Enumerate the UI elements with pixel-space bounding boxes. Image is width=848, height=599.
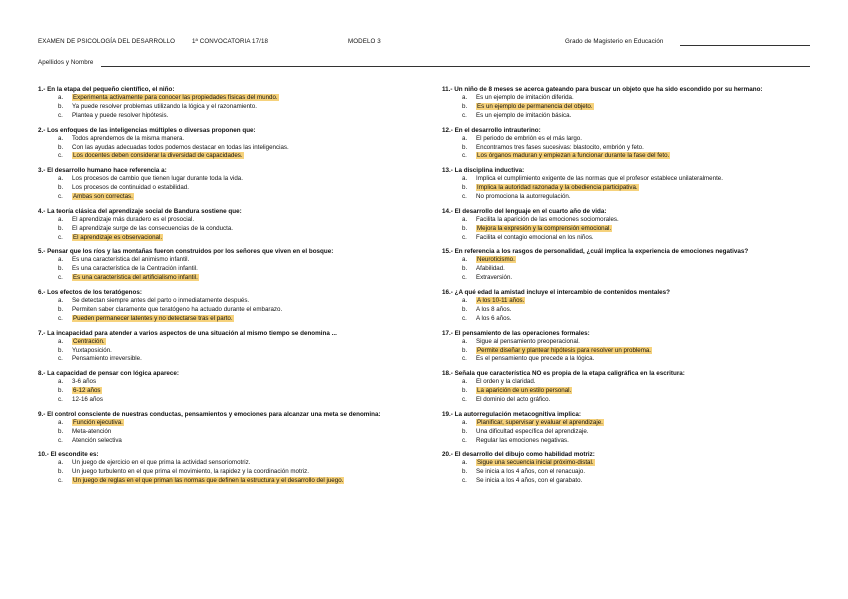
answer-option[interactable] — [442, 175, 814, 184]
question-text: 9.- El control consciente de nuestras conductas, pensamientos y emociones para alcanzar una meta se denomina: — [38, 410, 381, 418]
option-letter: c. — [462, 193, 467, 201]
option-letter: c. — [58, 355, 63, 363]
option-text: El aprendizaje más duradero es el prosocial. — [72, 215, 195, 223]
answer-option-selected[interactable] — [38, 315, 410, 324]
option-text: Se inicia a los 4 años, con el garabato. — [476, 477, 583, 485]
option-text: Un juego de reglas en el que priman las normas que definen la estructura y el desarrollo del juego. — [73, 477, 344, 485]
answer-option-selected[interactable] — [442, 347, 814, 356]
answer-option[interactable] — [442, 216, 814, 225]
option-letter: b. — [58, 468, 64, 476]
option-text: Extraversión. — [476, 274, 513, 282]
answer-option[interactable] — [442, 428, 814, 437]
answer-option-selected[interactable] — [38, 419, 410, 428]
option-letter: b. — [58, 224, 64, 232]
option-letter: a. — [462, 134, 468, 142]
answer-option-selected[interactable] — [442, 297, 814, 306]
answer-option-selected[interactable] — [442, 419, 814, 428]
question-text: 5.- Pensar que los ríos y las montañas fueron construidos por los señores que viven en el bosque: — [38, 248, 334, 256]
option-letter: b. — [58, 346, 64, 354]
option-letter: c. — [462, 355, 467, 363]
answer-option-selected[interactable] — [38, 477, 410, 486]
answer-option[interactable] — [38, 225, 410, 234]
answer-option[interactable] — [38, 437, 410, 446]
option-text: Los procesos de cambio que tienen lugar durante toda la vida. — [72, 175, 243, 183]
option-text: Yuxtaposición. — [72, 346, 112, 354]
answer-option-selected[interactable] — [442, 256, 814, 265]
question-text: 10.- El escondite es: — [38, 451, 99, 459]
answer-option[interactable] — [38, 396, 410, 405]
option-text: Ya puede resolver problemas utilizando la lógica y el razonamiento. — [72, 102, 257, 110]
option-text: Pueden permanecer latentes y no detectarse tras el parto. — [73, 314, 233, 322]
answer-option[interactable] — [442, 94, 814, 103]
answer-option[interactable] — [442, 338, 814, 347]
question-text: 11.- Un niño de 8 meses se acerca gateando para buscar un objeto que ha sido escondido por su hermano: — [442, 86, 763, 93]
option-letter: b. — [462, 427, 468, 435]
question-text: 2.- Los enfoques de las inteligencias múltiples o diversas proponen que: — [38, 126, 256, 134]
questions-left-column — [38, 86, 410, 486]
questions-right-column — [442, 86, 814, 486]
option-text: Se detectan siempre antes del parto o inmediatamente después. — [72, 297, 250, 305]
option-text: Permiten saber claramente que teratógeno ha actuado durante el embarazo. — [72, 305, 283, 313]
option-text: Neuroticismo. — [477, 256, 515, 264]
option-letter: c. — [58, 152, 63, 160]
question-text: 12.- En el desarrollo intrauterino: — [442, 126, 541, 134]
option-letter: c. — [58, 193, 63, 201]
option-letter: a. — [58, 459, 64, 467]
answer-option-selected[interactable] — [38, 387, 410, 396]
option-letter: b. — [462, 387, 468, 395]
option-text: El aprendizaje es observacional. — [73, 233, 163, 241]
answer-option[interactable] — [38, 265, 410, 274]
option-text: Implica la autoridad razonada y la obediencia participativa. — [477, 184, 638, 192]
option-letter: a. — [462, 256, 468, 264]
option-text: 6-12 años — [73, 387, 101, 395]
option-letter: c. — [58, 436, 63, 444]
answer-option[interactable] — [442, 274, 814, 283]
option-text: Sigue al pensamiento preoperacional. — [476, 337, 580, 345]
option-letter: b. — [462, 184, 468, 192]
option-letter: b. — [58, 305, 64, 313]
answer-option[interactable] — [38, 459, 410, 468]
option-letter: b. — [462, 305, 468, 313]
question-text: 16.- ¿A qué edad la amistad incluye el intercambio de contenidos mentales? — [442, 289, 670, 297]
question-text: 1.- En la etapa del pequeño científico, el niño: — [38, 86, 175, 93]
option-letter: a. — [58, 94, 64, 101]
option-text: Experimenta activamente para conocer las propiedades físicas del mundo. — [73, 94, 278, 101]
option-letter: a. — [462, 215, 468, 223]
question-text: 13.- La disciplina inductiva: — [442, 167, 525, 175]
option-letter: a. — [462, 418, 468, 426]
option-text: Facilita el contagio emocional en los niños. — [476, 233, 594, 241]
answer-option[interactable] — [442, 378, 814, 387]
option-letter: c. — [58, 274, 63, 282]
answer-option[interactable] — [38, 306, 410, 315]
option-letter: b. — [58, 427, 64, 435]
option-letter: c. — [58, 477, 63, 485]
option-text: Atención selectiva — [72, 436, 122, 444]
option-text: Es una característica del animismo infantil. — [72, 256, 190, 264]
option-text: El dominio del acto gráfico. — [476, 396, 551, 404]
answer-option[interactable] — [442, 437, 814, 446]
option-letter: b. — [58, 387, 64, 395]
option-text: 3-6 años — [72, 378, 97, 386]
option-letter: a. — [58, 175, 64, 183]
option-letter: a. — [462, 337, 468, 345]
option-letter: a. — [58, 378, 64, 386]
option-letter: c. — [462, 233, 467, 241]
option-letter: c. — [58, 314, 63, 322]
answer-option[interactable] — [442, 396, 814, 405]
option-letter: c. — [462, 396, 467, 404]
question-text: 17.- El pensamiento de las operaciones formales: — [442, 329, 590, 337]
answer-option-selected[interactable] — [442, 225, 814, 234]
option-letter: a. — [462, 297, 468, 305]
option-letter: c. — [462, 111, 467, 119]
option-letter: b. — [462, 468, 468, 476]
answer-option[interactable] — [442, 315, 814, 324]
answer-option-selected[interactable] — [442, 103, 814, 112]
option-letter: b. — [58, 265, 64, 273]
option-letter: c. — [462, 274, 467, 282]
option-text: Encontramos tres fases sucesivas: blastocito, embrión y feto. — [476, 143, 644, 151]
option-text: 12-16 años — [72, 396, 103, 404]
option-letter: a. — [462, 175, 468, 183]
option-text: No promociona la autorregulación. — [476, 193, 571, 201]
answer-option-selected[interactable] — [38, 193, 410, 202]
answer-option-selected[interactable] — [442, 184, 814, 193]
exam-title: EXAMEN DE PSICOLOGÍA DEL DESARROLLO — [38, 38, 176, 45]
answer-option[interactable] — [442, 112, 814, 121]
option-text: Un juego turbulento en el que prima el movimiento, la rapidez y la coordinación motriz. — [72, 468, 309, 476]
answer-option[interactable] — [38, 216, 410, 225]
answer-option[interactable] — [442, 355, 814, 364]
option-letter: b. — [462, 143, 468, 151]
option-text: La aparición de un estilo personal. — [477, 387, 572, 395]
question-text: 15.- En referencia a los rasgos de personalidad, ¿cuál implica la experiencia de emociones negativas? — [442, 248, 749, 256]
option-text: Es una característica de la Centración infantil. — [72, 265, 198, 273]
option-letter: b. — [58, 102, 64, 110]
option-text: Es un ejemplo de imitación diferida. — [476, 94, 574, 101]
option-text: Es un ejemplo de permanencia del objeto. — [477, 102, 593, 110]
question-text: 18.- Señala que característica NO es propia de la etapa caligráfica en la escritura: — [442, 370, 685, 378]
option-text: Afabilidad. — [476, 265, 505, 273]
answer-option[interactable] — [38, 347, 410, 356]
option-letter: b. — [462, 224, 468, 232]
option-letter: c. — [462, 436, 467, 444]
option-text: Ambas son correctas. — [73, 193, 133, 201]
answer-option[interactable] — [38, 378, 410, 387]
option-text: Es el pensamiento que precede a la lógica. — [476, 355, 595, 363]
question-text: 19.- La autorregulación metacognitiva implica: — [442, 410, 581, 418]
option-text: Los órganos maduran y empiezan a funcionar durante la fase del feto. — [477, 152, 670, 160]
degree-field-line[interactable] — [680, 45, 810, 46]
answer-option[interactable] — [38, 135, 410, 144]
question-text: 8.- La capacidad de pensar con lógica aparece: — [38, 370, 180, 378]
option-text: Con las ayudas adecuadas todos podemos destacar en todas las inteligencias. — [72, 143, 289, 151]
option-letter: a. — [58, 337, 64, 345]
option-text: El periodo de embrión es el más largo. — [476, 134, 582, 142]
option-text: Los docentes deben considerar la diversidad de capacidades. — [73, 152, 243, 160]
option-text: Es un ejemplo de imitación básica. — [476, 111, 572, 119]
option-letter: a. — [462, 94, 468, 101]
option-text: Permite diseñar y plantear hipótesis para resolver un problema. — [477, 346, 652, 354]
name-label: Apellidos y Nombre — [38, 59, 94, 66]
option-text: Centración. — [73, 337, 105, 345]
option-text: A los 8 años. — [476, 305, 512, 313]
option-text: Meta-atención — [72, 427, 112, 435]
option-text: Es una característica del artificialismo infantil. — [73, 274, 198, 282]
option-letter: c. — [58, 233, 63, 241]
answer-option[interactable] — [38, 256, 410, 265]
option-letter: a. — [58, 418, 64, 426]
exam-model: MODELO 3 — [348, 38, 381, 45]
option-text: Regular las emociones negativas. — [476, 436, 569, 444]
option-text: Función ejecutiva. — [73, 418, 123, 426]
answer-option[interactable] — [442, 234, 814, 243]
answer-option[interactable] — [442, 135, 814, 144]
question-text: 7.- La incapacidad para atender a varios aspectos de una situación al mismo tiempo se denomina ... — [38, 329, 337, 337]
question-text: 3.- El desarrollo humano hace referencia a: — [38, 167, 167, 175]
answer-option[interactable] — [38, 175, 410, 184]
option-letter: a. — [462, 459, 468, 467]
option-text: Implica el cumplimiento exigente de las normas que el profesor establece unilateralmente. — [476, 175, 723, 183]
answer-option-selected[interactable] — [38, 152, 410, 161]
option-letter: a. — [58, 215, 64, 223]
option-text: El orden y la claridad. — [476, 378, 536, 386]
answer-option-selected[interactable] — [38, 94, 410, 103]
option-letter: b. — [462, 346, 468, 354]
option-letter: a. — [462, 378, 468, 386]
answer-option-selected[interactable] — [442, 152, 814, 161]
option-letter: b. — [462, 265, 468, 273]
option-letter: c. — [58, 111, 63, 119]
answer-option[interactable] — [442, 144, 814, 153]
degree-label: Grado de Magisterio en Educación — [565, 38, 664, 45]
answer-option[interactable] — [38, 103, 410, 112]
answer-option[interactable] — [442, 193, 814, 202]
option-letter: b. — [58, 184, 64, 192]
answer-option[interactable] — [442, 306, 814, 315]
option-text: Sigue una secuencia inicial próximo-distal. — [477, 459, 594, 467]
option-text: Plantea y puede resolver hipótesis. — [72, 111, 169, 119]
answer-option-selected[interactable] — [38, 338, 410, 347]
option-text: Todos aprendemos de la misma manera. — [72, 134, 185, 142]
option-text: A los 10-11 años. — [477, 297, 525, 305]
name-field-line[interactable] — [101, 66, 810, 67]
answer-option[interactable] — [442, 468, 814, 477]
question-text: 6.- Los efectos de los teratógenos: — [38, 289, 142, 297]
answer-option[interactable] — [38, 144, 410, 153]
question-text: 14.- El desarrollo del lenguaje en el cuarto año de vida: — [442, 207, 607, 215]
option-text: Planificar, supervisar y evaluar el aprendizaje. — [477, 418, 603, 426]
option-letter: c. — [58, 396, 63, 404]
option-text: Un juego de ejercicio en el que prima la actividad sensoriomotriz. — [72, 459, 251, 467]
option-letter: a. — [58, 297, 64, 305]
option-letter: c. — [462, 152, 467, 160]
answer-option[interactable] — [442, 265, 814, 274]
answer-option-selected[interactable] — [38, 274, 410, 283]
answer-option[interactable] — [38, 112, 410, 121]
answer-option[interactable] — [38, 297, 410, 306]
option-text: Pensamiento irreversible. — [72, 355, 142, 363]
option-text: Los procesos de continuidad o estabilidad. — [72, 184, 189, 192]
option-letter: b. — [58, 143, 64, 151]
option-letter: c. — [462, 477, 467, 485]
option-letter: b. — [462, 102, 468, 110]
question-text: 4.- La teoría clásica del aprendizaje social de Bandura sostiene que: — [38, 207, 242, 215]
question-text: 20.- El desarrollo del dibujo como habilidad motriz: — [442, 451, 595, 459]
answer-option[interactable] — [38, 355, 410, 364]
answer-option-selected[interactable] — [442, 459, 814, 468]
option-letter: a. — [58, 134, 64, 142]
answer-option-selected[interactable] — [38, 234, 410, 243]
answer-option-selected[interactable] — [442, 387, 814, 396]
option-text: Facilita la aparición de las emociones sociomorales. — [476, 215, 619, 223]
answer-option[interactable] — [442, 477, 814, 486]
answer-option[interactable] — [38, 468, 410, 477]
option-text: El aprendizaje surge de las consecuencias de la conducta. — [72, 224, 233, 232]
answer-option[interactable] — [38, 184, 410, 193]
option-letter: a. — [58, 256, 64, 264]
answer-option[interactable] — [38, 428, 410, 437]
exam-call: 1ª CONVOCATORIA 17/18 — [192, 38, 269, 45]
option-text: Mejora la expresión y la comprensión emocional. — [477, 224, 612, 232]
option-text: Una dificultad específica del aprendizaje. — [476, 427, 589, 435]
option-letter: c. — [462, 314, 467, 322]
option-text: A los 6 años. — [476, 314, 512, 322]
option-text: Se inicia a los 4 años, con el renacuajo. — [476, 468, 586, 476]
